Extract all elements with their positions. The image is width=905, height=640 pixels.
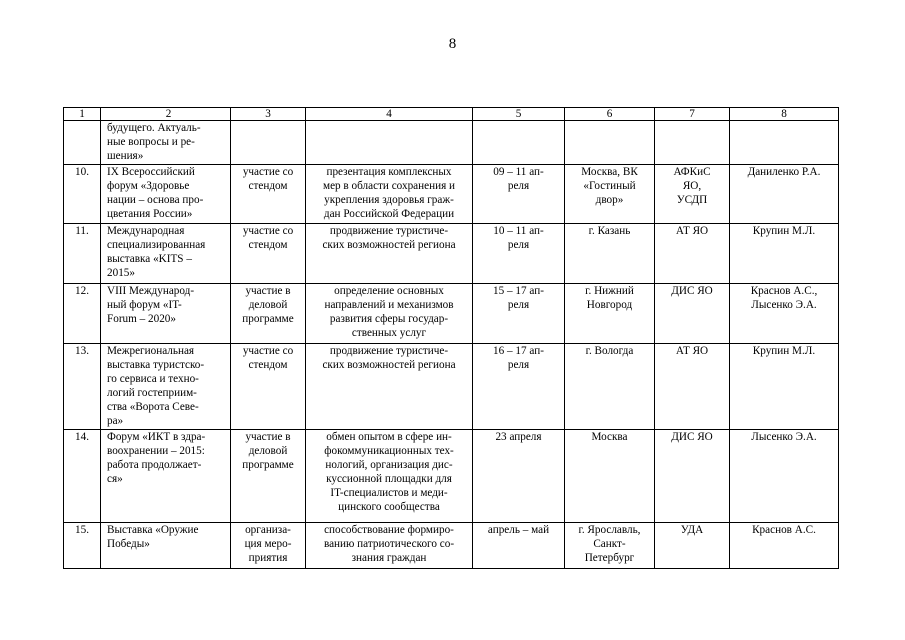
cell-responsible (730, 121, 839, 165)
column-header-participation: 3 (231, 108, 306, 121)
cell-responsible: Краснов А.С., Лысенко Э.А. (730, 284, 839, 344)
column-header-number: 1 (64, 108, 101, 121)
cell-goal: определение основных направлений и механизмов развития сферы государ- ственных услуг (306, 284, 473, 344)
cell-event: будущего. Актуаль- ные вопросы и ре- шения» (101, 121, 231, 165)
cell-participation: участие со стендом (231, 165, 306, 224)
cell-location: Москва (565, 430, 655, 523)
cell-goal (306, 121, 473, 165)
cell-responsible: Даниленко Р.А. (730, 165, 839, 224)
cell-location (565, 121, 655, 165)
column-header-goal: 4 (306, 108, 473, 121)
cell-location: г. Ярославль, Санкт- Петербург (565, 523, 655, 569)
cell-participation: участие со стендом (231, 224, 306, 284)
cell-event: IX Всероссийский форум «Здоровье нации – основа про- цветания России» (101, 165, 231, 224)
cell-dates (473, 121, 565, 165)
column-header-location: 6 (565, 108, 655, 121)
cell-organizer: УДА (655, 523, 730, 569)
cell-number: 11. (64, 224, 101, 284)
cell-event: Выставка «Оружие Победы» (101, 523, 231, 569)
table-row (64, 284, 839, 344)
cell-location: г. Вологда (565, 344, 655, 430)
cell-organizer: ДИС ЯО (655, 284, 730, 344)
column-header-organizer: 7 (655, 108, 730, 121)
cell-goal: продвижение туристиче- ских возможностей региона (306, 224, 473, 284)
cell-participation: организа- ция меро- приятия (231, 523, 306, 569)
cell-dates: 09 – 11 ап- реля (473, 165, 565, 224)
cell-goal: способствование формиро- ванию патриотического со- знания граждан (306, 523, 473, 569)
column-header-dates: 5 (473, 108, 565, 121)
cell-dates: 10 – 11 ап- реля (473, 224, 565, 284)
cell-number: 13. (64, 344, 101, 430)
table-row (64, 430, 839, 523)
cell-organizer: ДИС ЯО (655, 430, 730, 523)
cell-responsible: Лысенко Э.А. (730, 430, 839, 523)
cell-event: Межрегиональная выставка туристско- го сервиса и техно- логий гостеприим- ства «Ворота Севе- ра» (101, 344, 231, 430)
table-row (64, 523, 839, 569)
cell-event: Международная специализированная выставка «KITS – 2015» (101, 224, 231, 284)
cell-number: 10. (64, 165, 101, 224)
cell-responsible: Краснов А.С. (730, 523, 839, 569)
cell-organizer (655, 121, 730, 165)
cell-location: г. Казань (565, 224, 655, 284)
cell-participation: участие в деловой программе (231, 284, 306, 344)
cell-goal: обмен опытом в сфере ин- фокоммуникационных тех- нологий, организация дис- куссионной площадки для IT-специалистов и меди- цинского сообщества (306, 430, 473, 523)
column-header-event: 2 (101, 108, 231, 121)
cell-number: 12. (64, 284, 101, 344)
cell-event: Форум «ИКТ в здра- воохранении – 2015: работа продолжает- ся» (101, 430, 231, 523)
table-row (64, 121, 839, 165)
events-table (63, 107, 839, 569)
cell-number (64, 121, 101, 165)
cell-dates: апрель – май (473, 523, 565, 569)
cell-number: 14. (64, 430, 101, 523)
cell-goal: продвижение туристиче- ских возможностей региона (306, 344, 473, 430)
cell-participation: участие со стендом (231, 344, 306, 430)
cell-goal: презентация комплексных мер в области сохранения и укрепления здоровья граж- дан Российской Федерации (306, 165, 473, 224)
cell-responsible: Крупин М.Л. (730, 224, 839, 284)
cell-organizer: АФКиС ЯО, УСДП (655, 165, 730, 224)
cell-participation (231, 121, 306, 165)
cell-location: г. Нижний Новгород (565, 284, 655, 344)
cell-dates: 23 апреля (473, 430, 565, 523)
table-row (64, 224, 839, 284)
page-number: 8 (448, 36, 457, 52)
table-row (64, 165, 839, 224)
cell-organizer: АТ ЯО (655, 344, 730, 430)
table-header-row (64, 108, 839, 121)
cell-responsible: Крупин М.Л. (730, 344, 839, 430)
cell-number: 15. (64, 523, 101, 569)
cell-participation: участие в деловой программе (231, 430, 306, 523)
cell-location: Москва, ВК «Гостиный двор» (565, 165, 655, 224)
column-header-responsible: 8 (730, 108, 839, 121)
cell-organizer: АТ ЯО (655, 224, 730, 284)
cell-event: VIII Международ- ный форум «IT- Forum – 2020» (101, 284, 231, 344)
table-row (64, 344, 839, 430)
cell-dates: 15 – 17 ап- реля (473, 284, 565, 344)
cell-dates: 16 – 17 ап- реля (473, 344, 565, 430)
